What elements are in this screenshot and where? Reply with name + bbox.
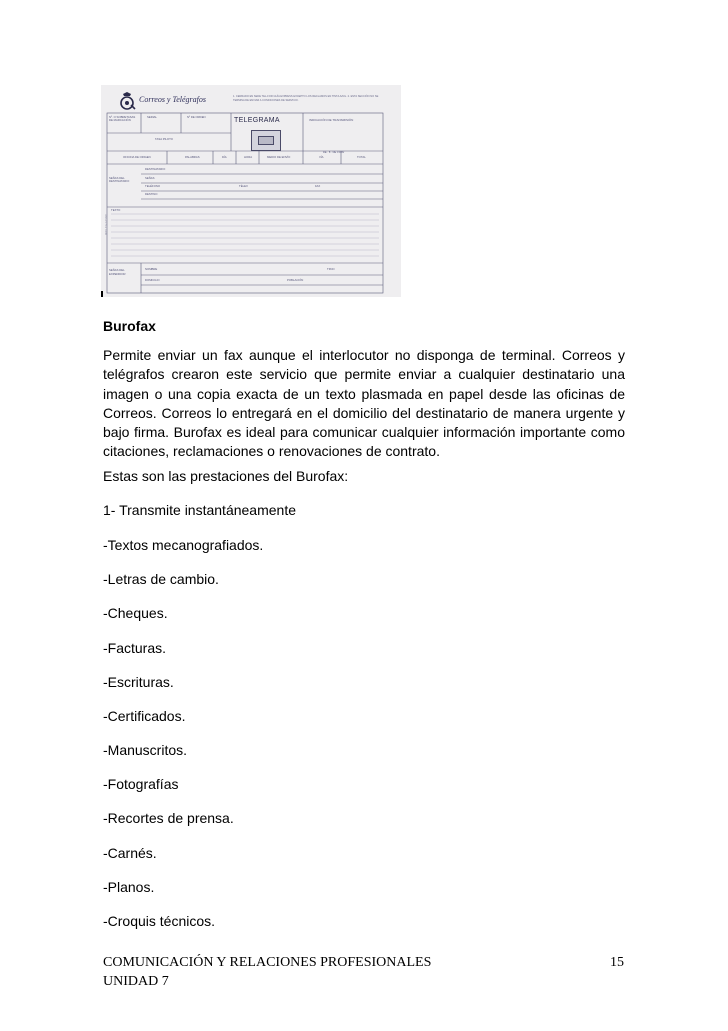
list-item: -Facturas.	[103, 640, 167, 656]
list-intro: Estas son las prestaciones del Burofax:	[103, 468, 349, 484]
list-item: -Croquis técnicos.	[103, 913, 216, 929]
row2-cell: VÍA	[319, 155, 324, 159]
row2-cell: HORA	[244, 155, 253, 159]
image-edge-mark	[101, 291, 103, 297]
row2-cell: TOTAL	[357, 155, 366, 159]
page-number: 15	[610, 955, 624, 970]
correos-brand-text: Correos y Telégrafos	[139, 95, 206, 104]
date-label: DE · 8 · DE 0 DAV	[323, 151, 345, 154]
telegram-form-image	[101, 85, 401, 297]
sender-field: DOMICILIO	[145, 278, 160, 282]
row2-cell: OFICINA DE ORIGEN	[123, 155, 151, 159]
poblacion-label: POBLACIÓN	[287, 278, 304, 282]
dest-label: DESTINO	[145, 192, 158, 196]
dest-label: SEÑAS DEL DESTINATARIO	[109, 176, 130, 184]
intro-paragraph: Permite enviar un fax aunque el interlocutor no disponga de terminal. Correos y telégrafos crearon este servicio que permite enviar a cualquier destinatario una imagen o una copia exacta de un texto plasmada en papel desde las oficinas de Correos. Correos lo entregará en el domicilio del destinatario de manera urgente y bajo firma. Burofax es ideal para comunicar cualquier información importante como citaciones, reclamaciones o renovaciones de contrato.	[103, 347, 625, 460]
sender-block-label: SEÑAS DEL EXPEDIDOR	[109, 268, 126, 276]
telex-label: TÉLEX	[239, 184, 248, 188]
list-item: -Recortes de prensa.	[103, 810, 234, 826]
row2-cell: PALABRAS	[185, 155, 200, 159]
dest-label: SEÑAS	[145, 176, 155, 180]
stamp-box	[251, 130, 281, 151]
dest-label: TELÉFONO	[145, 184, 161, 188]
telegram-label: TELEGRAMA	[234, 117, 280, 124]
list-heading: 1- Transmite instantáneamente	[103, 502, 296, 518]
list-item: -Escrituras.	[103, 674, 174, 690]
header-cell: SERIAL	[147, 115, 157, 119]
post-horn-icon	[117, 91, 137, 111]
header-cell: Nº DE ORDEN	[187, 115, 206, 119]
row2-cell: DÍA	[222, 155, 227, 159]
fax-label: FAX	[315, 184, 321, 188]
texto-label: TEXTO	[111, 208, 121, 212]
list-item: -Cheques.	[103, 605, 168, 621]
list-item: -Planos.	[103, 879, 155, 895]
tfno-label: TFNO	[327, 267, 335, 271]
tasa-label: TASA PILOTO	[155, 137, 173, 141]
footer-unit: UNIDAD 7	[103, 974, 169, 989]
list-item: -Certificados.	[103, 708, 186, 724]
sender-field: NOMBRE	[145, 267, 158, 271]
list-item: -Letras de cambio.	[103, 571, 219, 587]
section-title: Burofax	[103, 318, 156, 334]
page-footer	[103, 953, 431, 991]
row2-cell: MEDIO DE ENVÍO	[267, 155, 291, 159]
dest-label: DESTINATARIO	[145, 167, 166, 171]
form-side-code: MOD. TG-1 (COP)	[105, 214, 108, 235]
footer-course: COMUNICACIÓN Y RELACIONES PROFESIONALES	[103, 955, 432, 970]
correos-logo	[117, 91, 237, 111]
list-item: -Fotografías	[103, 776, 179, 792]
list-item: -Textos mecanografiados.	[103, 537, 264, 553]
header-cell: Nº. O SOBRETASAS DE MARCACIÓN	[109, 115, 136, 123]
list-item: -Manuscritos.	[103, 742, 188, 758]
indication-label: INDICACIÓN DE TRANSMISIÓN	[309, 118, 354, 122]
form-notice: 1. CERRADO EN SEDE TEL-FOR GUÍA EXPRESS EXCEPTO LOS RECLAMOS EN TINTA AZUL. 2. ESTA SECCIÓN NO SE TERMINA DE ENVIAR A CONDICIONES DE SERVICIO.	[233, 95, 379, 102]
list-item: -Carnés.	[103, 845, 157, 861]
